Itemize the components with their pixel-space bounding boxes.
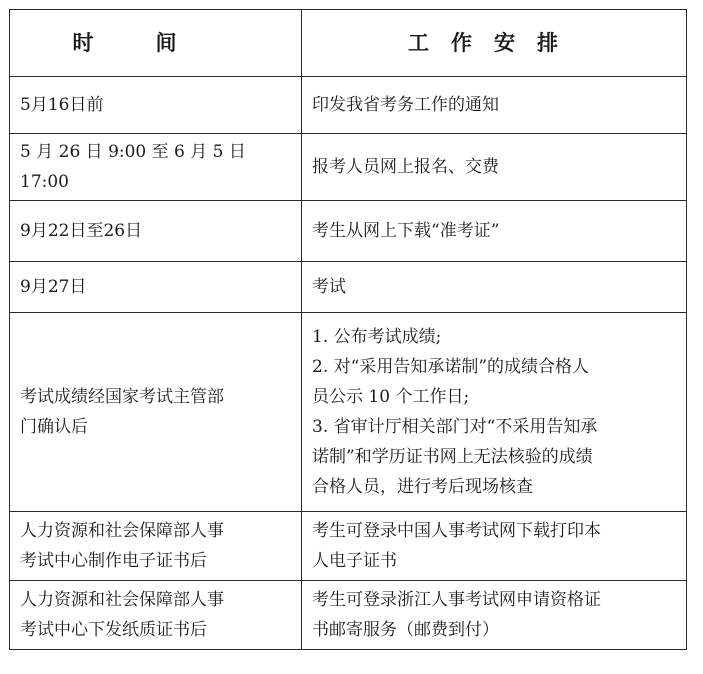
cell-line: 人力资源和社会保障部人事 [20,521,224,541]
cell-line: 5 月 26 日 9:00 至 6 月 5 日 [20,142,246,162]
task-cell [302,313,687,512]
cell-line: 考试 [312,277,346,297]
cell-line: 1. 公布考试成绩; [312,327,442,347]
time-cell [10,134,302,201]
time-cell [10,77,302,134]
cell-line: 9月27日 [20,277,87,297]
header-task: 工作安排 [302,10,687,77]
header-row [10,10,687,77]
header-time: 时间 [10,10,302,77]
cell-line: 考试中心下发纸质证书后 [20,620,207,640]
cell-line: 考试成绩经国家考试主管部 [20,387,224,407]
task-cell [302,512,687,581]
task-cell [302,581,687,650]
cell-line: 员公示 10 个工作日; [312,387,470,407]
time-cell [10,201,302,262]
schedule-table [9,9,687,650]
cell-line: 人力资源和社会保障部人事 [20,590,224,610]
table-row [10,134,687,201]
cell-line: 考试中心制作电子证书后 [20,551,207,571]
time-cell [10,313,302,512]
cell-line: 人电子证书 [312,551,397,571]
cell-line: 门确认后 [20,417,88,437]
cell-line: 诺制”和学历证书网上无法核验的成绩 [312,447,593,467]
cell-line: 9月22日至26日 [20,221,143,241]
table-row [10,581,687,650]
task-cell [302,262,687,313]
cell-line: 报考人员网上报名、交费 [312,157,499,177]
cell-line: 考生可登录中国人事考试网下载打印本 [312,521,601,541]
time-cell [10,512,302,581]
task-cell [302,201,687,262]
task-cell [302,134,687,201]
task-cell [302,77,687,134]
table-row [10,313,687,512]
table-row [10,201,687,262]
table-row [10,512,687,581]
table-row [10,77,687,134]
cell-line: 书邮寄服务（邮费到付） [312,620,499,640]
table-row [10,262,687,313]
cell-line: 考生可登录浙江人事考试网申请资格证 [312,590,601,610]
cell-line: 3. 省审计厅相关部门对“不采用告知承 [312,417,598,437]
cell-line: 17:00 [20,172,69,192]
cell-line: 2. 对“采用告知承诺制”的成绩合格人 [312,357,590,377]
time-cell [10,262,302,313]
cell-line: 合格人员，进行考后现场核查 [312,477,533,497]
cell-line: 5月16日前 [20,95,104,115]
cell-line: 印发我省考务工作的通知 [312,95,499,115]
cell-line: 考生从网上下载“准考证” [312,221,500,241]
time-cell [10,581,302,650]
